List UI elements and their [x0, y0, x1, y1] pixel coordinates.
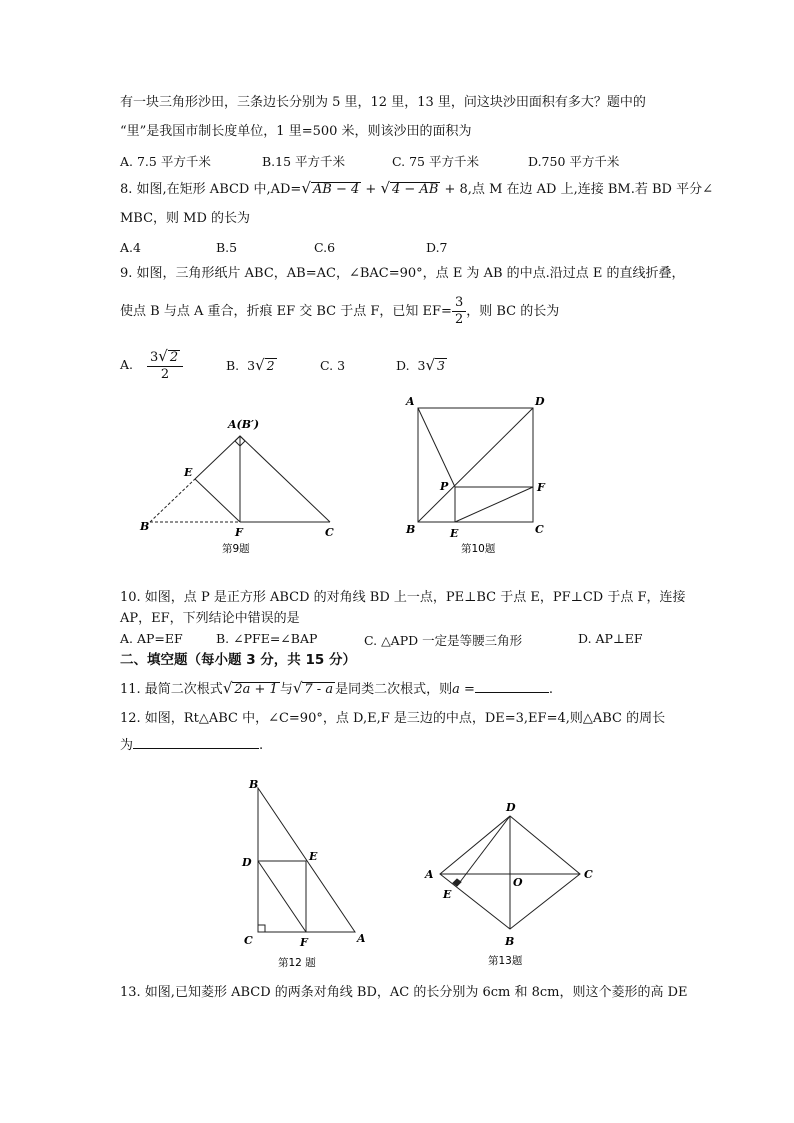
fig13-label-b: B	[505, 935, 515, 948]
fig9-label-e: E	[184, 466, 193, 479]
q10-option-c: C. △APD 一定是等腰三角形	[364, 633, 523, 648]
fig10-label-c: C	[535, 523, 544, 536]
fig13-label-e: E	[443, 888, 452, 901]
fig9-dashed-be	[150, 479, 195, 522]
fig10-label-e: E	[450, 527, 459, 540]
q7-option-a: A. 7.5 平方千米	[120, 154, 211, 169]
fig9-crease-ef	[195, 479, 240, 522]
q8-radical-2: 4 − AB	[392, 182, 439, 197]
q8-line1: 8. 如图,在矩形 ABCD 中,AD=√ AB − 4 + √ 4 − AB + 8,点 M 在边 AD 上,连接 BM.若 BD 平分∠	[120, 179, 713, 197]
fig10-label-d: D	[535, 395, 545, 408]
fig10-label-f: F	[537, 481, 545, 494]
q9-line1: 9. 如图，三角形纸片 ABC，AB=AC，∠BAC=90°，点 E 为 AB 的中点.沿过点 E 的直线折叠，	[120, 266, 685, 281]
q9-option-b: B. 3√ 2	[226, 356, 275, 374]
q12-line1: 12. 如图，Rt△ABC 中，∠C=90°，点 D,E,F 是三边的中点，DE=3,EF=4,则△ABC 的周长	[120, 711, 666, 726]
q9-option-a: A. $\frac{3√ 2}{2}$	[120, 345, 183, 385]
q10-line1: 10. 如图，点 P 是正方形 ABCD 的对角线 BD 上一点，PE⊥BC 于点 E，PF⊥CD 于点 F，连接	[120, 590, 686, 605]
fig10-diagonal-bd	[418, 408, 533, 522]
q11-radical-2: 7 - a	[304, 682, 334, 697]
q7-line2: “里”是我国市制长度单位，1 里=500 米，则该沙田的面积为	[120, 124, 472, 139]
fig10-line-ap	[418, 408, 455, 487]
q9-fraction: $\frac{3}{2}$	[452, 295, 466, 328]
q9-text-pre: 使点 B 与点 A 重合，折痕 EF 交 BC 于点 F，已知 EF=	[120, 304, 452, 319]
q7-option-d: D.750 平方千米	[528, 154, 620, 169]
fig9-label-c: C	[325, 526, 334, 539]
fig10-label-b: B	[406, 523, 416, 536]
fig13-label-c: C	[584, 868, 593, 881]
fig9-label-f: F	[235, 526, 243, 539]
q7-option-b: B.15 平方千米	[262, 154, 346, 169]
q8-option-c: C.6	[314, 240, 336, 255]
fig9-side-ac	[240, 436, 330, 522]
fig12-label-e: E	[309, 850, 318, 863]
fig13-label-o: O	[513, 876, 523, 889]
q10-option-a: A. AP=EF	[120, 631, 183, 646]
fig13-label-d: D	[506, 801, 516, 814]
fig10-label-p: P	[440, 480, 449, 493]
fig10-line-ef	[455, 487, 533, 522]
fig10-label-a: A	[406, 395, 415, 408]
q7-option-c: C. 75 平方千米	[392, 154, 479, 169]
q9-option-c: C. 3	[320, 358, 346, 373]
q8-text-pre: 8. 如图,在矩形 ABCD 中,AD=	[120, 182, 302, 197]
fig10-caption: 第10题	[461, 543, 496, 555]
fig12-line-df	[258, 861, 306, 932]
fig9-caption: 第9题	[222, 543, 250, 555]
q11-radical-1: 2a + 1	[234, 682, 278, 697]
q8-option-a: A.4	[120, 240, 141, 255]
q8-plus: +	[361, 182, 381, 197]
fig12-label-d: D	[242, 856, 252, 869]
fig12-label-f: F	[300, 936, 308, 949]
q12-answer-blank[interactable]	[133, 748, 259, 749]
q10-option-b: B. ∠PFE=∠BAP	[216, 631, 318, 646]
q8-radical-1: AB − 4	[312, 182, 360, 197]
fig9-side-ae	[195, 436, 240, 479]
fig12-label-b: B	[249, 778, 259, 791]
q9-option-d: D. 3√ 3	[396, 356, 445, 374]
fig9-label-a: A(B′)	[228, 418, 260, 431]
q8-line2: MBC，则 MD 的长为	[120, 211, 251, 226]
q10-option-d: D. AP⊥EF	[578, 631, 643, 646]
fig12-right-angle-mark	[258, 925, 265, 932]
fig13-height-de	[457, 816, 510, 886]
fig13-label-a: A	[425, 868, 434, 881]
q10-line2: AP，EF，下列结论中错误的是	[120, 611, 300, 626]
q8-option-d: D.7	[426, 240, 448, 255]
q12-line2: 为 .	[120, 738, 264, 753]
fig12-label-c: C	[244, 934, 253, 947]
fig9-label-b: B	[140, 520, 150, 533]
q11-line: 11. 最简二次根式√ 2a + 1 与√ 7 - a 是同类二次根式，则a = .	[120, 679, 554, 697]
q9-text-post: ，则 BC 的长为	[466, 304, 560, 319]
q8-text-post: + 8,点 M 在边 AD 上,连接 BM.若 BD 平分∠	[440, 182, 713, 197]
q11-answer-blank[interactable]	[475, 692, 549, 693]
fig13-caption: 第13题	[488, 955, 523, 967]
fig12-caption: 第12 题	[278, 957, 316, 969]
q13-line1: 13. 如图,已知菱形 ABCD 的两条对角线 BD，AC 的长分别为 6cm 和 8cm，则这个菱形的高 DE	[120, 985, 688, 1000]
section-2-title: 二、填空题（每小题 3 分，共 15 分）	[120, 652, 356, 668]
q7-line1: 有一块三角形沙田，三条边长分别为 5 里，12 里，13 里，问这块沙田面积有多大？题中的	[120, 95, 646, 110]
q8-option-b: B.5	[216, 240, 238, 255]
fig12-label-a: A	[357, 932, 366, 945]
